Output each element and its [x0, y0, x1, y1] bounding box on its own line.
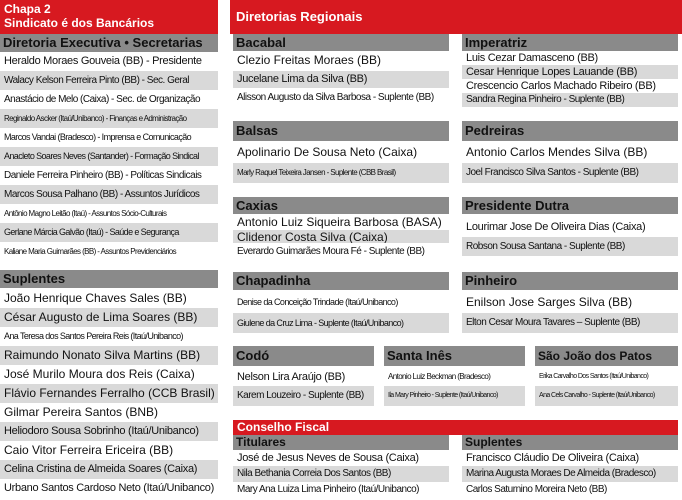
- regional-sao-joao-dos-patos: [535, 346, 678, 408]
- list-item: Sandra Regina Pinheiro - Suplente (BB): [462, 93, 678, 107]
- list-item: Walacy Kelson Ferreira Pinto (BB) - Sec. Geral: [0, 71, 218, 90]
- chapa-title: Chapa 2: [4, 2, 51, 16]
- chapa-banner: [0, 0, 218, 34]
- list-item: Antônio Magno Leitão (Itaú) - Assuntos Sócio-Culturais: [4, 209, 167, 218]
- list-item: Giulene da Cruz Lima - Suplente (Itaú/Unibanco): [233, 313, 449, 333]
- list-item: Cesar Henrique Lopes Lauande (BB): [462, 65, 678, 79]
- list-item: Ila Mary Pinheiro - Suplente (Itaú/Unibanco): [384, 386, 525, 406]
- list-item: Ana Cels Carvalho - Suplente (Itaú/Unibanco): [535, 386, 678, 406]
- list-item: Celina Cristina de Almeida Soares (Caixa): [0, 460, 218, 479]
- list-item: Jucelane Lima da Silva (BB): [233, 71, 449, 88]
- list-item: César Augusto de Lima Soares (BB): [0, 308, 218, 327]
- list-item: Denise da Conceição Trindade (Itaú/Unibanco): [237, 297, 398, 307]
- list-item: João Henrique Chaves Sales (BB): [4, 291, 187, 305]
- list-item: Clidenor Costa Silva (Caixa): [233, 230, 449, 243]
- list-item: Gilmar Pereira Santos (BNB): [4, 405, 159, 419]
- regional-pinheiro: [462, 272, 678, 336]
- list-item: Crescencio Carlos Machado Ribeiro (BB): [466, 80, 656, 92]
- list-item: Anacleto Soares Neves (Santander) - Formação Sindical: [0, 147, 218, 166]
- list-item: Reginaldo Ascker (Itaú/Unibanco) - Finanças e Administração: [0, 109, 218, 128]
- list-item: Marly Raquel Teixeira Jansen - Suplente (CBB Brasil): [233, 163, 449, 183]
- list-item: Robson Sousa Santana - Suplente (BB): [462, 237, 678, 256]
- regional-bacabal: [233, 34, 449, 110]
- regional-header: Bacabal: [233, 34, 449, 51]
- list-item: Clezio Freitas Moraes (BB): [237, 53, 382, 67]
- list-item: Nelson Lira Araújo (BB): [237, 371, 346, 383]
- list-item: Marcos Vandai (Bradesco) - Imprensa e Comunicação: [4, 132, 192, 142]
- regional-presidente-dutra: [462, 197, 678, 263]
- list-item: Nila Bethania Correia Dos Santos (BB): [233, 466, 449, 482]
- list-item: Antonio Luiz Beckman (Bradesco): [388, 372, 491, 381]
- regional-santa-ines: [384, 346, 525, 408]
- regional-header: Chapadinha: [233, 272, 449, 290]
- list-item: José Murilo Moura dos Reis (Caixa): [4, 367, 195, 381]
- list-item: Marina Augusta Moraes De Almeida (Bradesco): [462, 466, 678, 482]
- list-item: Elton Cesar Moura Tavares – Suplente (BB): [462, 313, 678, 333]
- list-item: Alisson Augusto da Silva Barbosa - Suplente (BB): [237, 92, 434, 103]
- list-item: Daniele Ferreira Pinheiro (BB) - Políticas Sindicais: [4, 170, 202, 181]
- chapa-subtitle: Sindicato é dos Bancários: [4, 16, 155, 30]
- regional-imperatriz: [462, 34, 678, 110]
- list-item: José de Jesus Neves de Sousa (Caixa): [237, 452, 419, 464]
- list-item: Anastácio de Melo (Caixa) - Sec. de Organização: [4, 94, 201, 105]
- regional-header: Balsas: [233, 121, 449, 141]
- list-item: Kaliane Maria Guimarães (BB) - Assuntos Previdenciários: [4, 247, 176, 256]
- regional-header: Caxias: [233, 197, 449, 214]
- regional-header: Pinheiro: [462, 272, 678, 290]
- regional-chapadinha: [233, 272, 449, 336]
- list-item: Ana Teresa dos Santos Pereira Reis (Itaú/Unibanco): [4, 331, 183, 341]
- conselho-suplentes: [462, 435, 678, 500]
- suplentes-header: Suplentes: [0, 270, 218, 288]
- regional-header: Pedreiras: [462, 121, 678, 141]
- conselho-titulares: [233, 435, 449, 500]
- regional-header: São João dos Patos: [535, 346, 678, 366]
- list-item: Apolinario De Sousa Neto (Caixa): [237, 145, 418, 159]
- regional-codo: [233, 346, 374, 408]
- list-item: Karem Louzeiro - Suplente (BB): [233, 386, 374, 406]
- list-item: Raimundo Nonato Silva Martins (BB): [0, 346, 218, 365]
- regional-header: Codó: [233, 346, 374, 366]
- list-item: Gerlane Márcia Galvão (Itaú) - Saúde e Segurança: [0, 223, 218, 242]
- list-item: Everardo Guimarães Moura Fé - Suplente (BB): [237, 246, 425, 257]
- list-item: Luis Cezar Damasceno (BB): [466, 52, 598, 64]
- list-item: Joel Francisco Silva Santos - Suplente (BB): [462, 163, 678, 183]
- diretorias-regionais-banner: Diretorias Regionais: [230, 0, 682, 34]
- list-item: Heraldo Moraes Gouveia (BB) - Presidente: [4, 55, 202, 67]
- regional-balsas: [233, 121, 449, 187]
- list-item: Francisco Cláudio De Oliveira (Caixa): [466, 452, 639, 464]
- regional-pedreiras: [462, 121, 678, 187]
- list-item: Caio Vitor Ferreira Ericeira (BB): [4, 443, 174, 457]
- list-item: Mary Ana Luiza Lima Pinheiro (Itaú/Unibanco): [237, 484, 419, 495]
- list-item: Erika Carvalho Dos Santos (Itaú/Unibanco): [539, 373, 649, 380]
- regional-caxias: [233, 197, 449, 263]
- regional-header: Santa Inês: [384, 346, 525, 366]
- regional-header: Presidente Dutra: [462, 197, 678, 214]
- list-item: Lourimar Jose De Oliveira Dias (Caixa): [466, 221, 646, 233]
- titulares-header: Titulares: [233, 435, 449, 450]
- list-item: Antonio Carlos Mendes Silva (BB): [466, 145, 648, 159]
- list-item: Flávio Fernandes Ferralho (CCB Brasil): [0, 384, 218, 403]
- diretoria-executiva-header: Diretoria Executiva • Secretarias: [0, 34, 218, 52]
- list-item: Antonio Luiz Siqueira Barbosa (BASA): [237, 215, 442, 229]
- suplentes-section: [0, 270, 218, 500]
- suplentes-header: Suplentes: [462, 435, 678, 450]
- list-item: Enilson Jose Sarges Silva (BB): [466, 295, 633, 309]
- list-item: Marcos Sousa Palhano (BB) - Assuntos Jurídicos: [0, 185, 218, 204]
- regional-header: Imperatriz: [462, 34, 678, 51]
- conselho-fiscal-banner: Conselho Fiscal: [233, 420, 678, 435]
- list-item: Carlos Saturnino Moreira Neto (BB): [466, 484, 607, 495]
- diretoria-executiva-section: [0, 34, 218, 262]
- list-item: Urbano Santos Cardoso Neto (Itaú/Unibanco): [4, 482, 214, 494]
- list-item: Heliodoro Sousa Sobrinho (Itaú/Unibanco): [0, 422, 218, 441]
